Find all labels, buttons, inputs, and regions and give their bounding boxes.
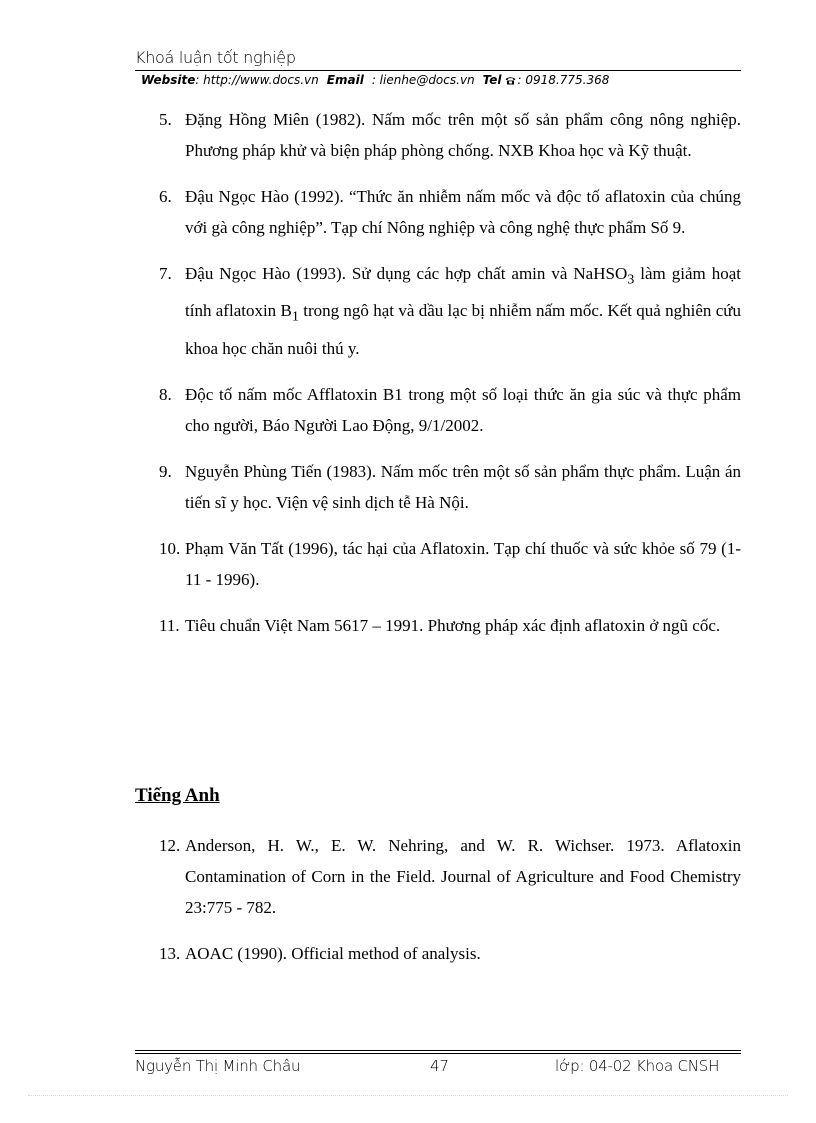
reference-item: [159, 379, 741, 441]
references-vietnamese: [159, 104, 741, 656]
header-title: Khoá luận tốt nghiệp: [135, 48, 296, 67]
reference-number: 12.: [159, 836, 181, 855]
reference-text: Đặng Hồng Miên (1982). Nấm mốc trên một số sản phẩm công nông nghiệp. Phương pháp khử và biện pháp phòng chống. NXB Khoa học và Kỹ thuật.: [185, 110, 741, 160]
reference-item: [159, 610, 741, 641]
reference-text-part: làm giảm hoạt tính aflatoxin B: [185, 264, 741, 321]
tel-label: Tel: [482, 73, 502, 87]
reference-item: [159, 181, 741, 243]
header-contact: [141, 73, 609, 87]
reference-text: AOAC (1990). Official method of analysis.: [185, 944, 481, 963]
reference-number: 13.: [159, 944, 181, 963]
tel-value: : 0918.775.368: [517, 73, 610, 87]
reference-text: Độc tố nấm mốc Afflatoxin B1 trong một số loại thức ăn gia súc và thực phẩm cho người, Báo Người Lao Động, 9/1/2002.: [185, 384, 741, 435]
email-label: Email: [326, 73, 364, 87]
references-english: [159, 830, 741, 984]
reference-text-part: Đậu Ngọc Hào (1993). Sử dụng các hợp chất amin và NaHSO: [185, 264, 628, 283]
website-label: Website: [141, 73, 196, 87]
phone-icon: [505, 76, 516, 85]
page-bottom-divider: [28, 1095, 788, 1096]
email-value: : lienhe@docs.vn: [371, 73, 475, 87]
page-number: 47: [430, 1057, 449, 1075]
reference-text: Phạm Văn Tất (1996), tác hại của Aflatoxin. Tạp chí thuốc và sức khỏe số 79 (1- 11 - 1996).: [185, 538, 741, 589]
subscript: 3: [627, 271, 635, 288]
section-heading-english: Tiếng Anh: [135, 785, 220, 806]
reference-number: 6.: [159, 187, 172, 206]
reference-item: [159, 938, 741, 969]
reference-text: [185, 264, 741, 358]
reference-item: [159, 456, 741, 518]
footer-author: Nguyễn Thị Minh Châu: [135, 1057, 301, 1075]
reference-item: [159, 533, 741, 595]
reference-text: Nguyễn Phùng Tiến (1983). Nấm mốc trên một số sản phẩm thực phẩm. Luận án tiến sĩ y học. Viện vệ sinh dịch tễ Hà Nội.: [185, 461, 741, 512]
reference-number: 10.: [159, 538, 181, 558]
reference-item: [159, 258, 741, 364]
reference-item: [159, 104, 741, 166]
reference-text-part: trong ngô hạt và dầu lạc bị nhiễm nấm mốc. Kết quả nghiên cứu khoa học chăn nuôi thú y.: [185, 301, 741, 358]
subscript: 1: [291, 308, 299, 325]
reference-text: Anderson, H. W., E. W. Nehring, and W. R. Wichser. 1973. Aflatoxin Contamination of Corn in the Field. Journal of Agriculture and Food Chemistry 23:775 - 782.: [185, 836, 741, 917]
reference-number: 11.: [159, 615, 180, 635]
website-value: : http://www.docs.vn: [195, 73, 319, 87]
reference-number: 7.: [159, 264, 172, 283]
reference-text: Đậu Ngọc Hào (1992). “Thức ăn nhiễm nấm mốc và độc tố aflatoxin của chúng với gà công nghiệp”. Tạp chí Nông nghiệp và công nghệ thực phẩm Số 9.: [185, 187, 741, 237]
reference-number: 8.: [159, 384, 172, 404]
header-rule: [135, 70, 741, 71]
footer-class: lớp: 04-02 Khoa CNSH: [555, 1057, 720, 1075]
footer-rule: [135, 1053, 741, 1054]
footer-rule: [135, 1050, 741, 1051]
reference-number: 9.: [159, 461, 172, 481]
reference-number: 5.: [159, 110, 172, 129]
reference-item: [159, 830, 741, 923]
reference-text: Tiêu chuẩn Việt Nam 5617 – 1991. Phương pháp xác định aflatoxin ở ngũ cốc.: [185, 615, 721, 635]
